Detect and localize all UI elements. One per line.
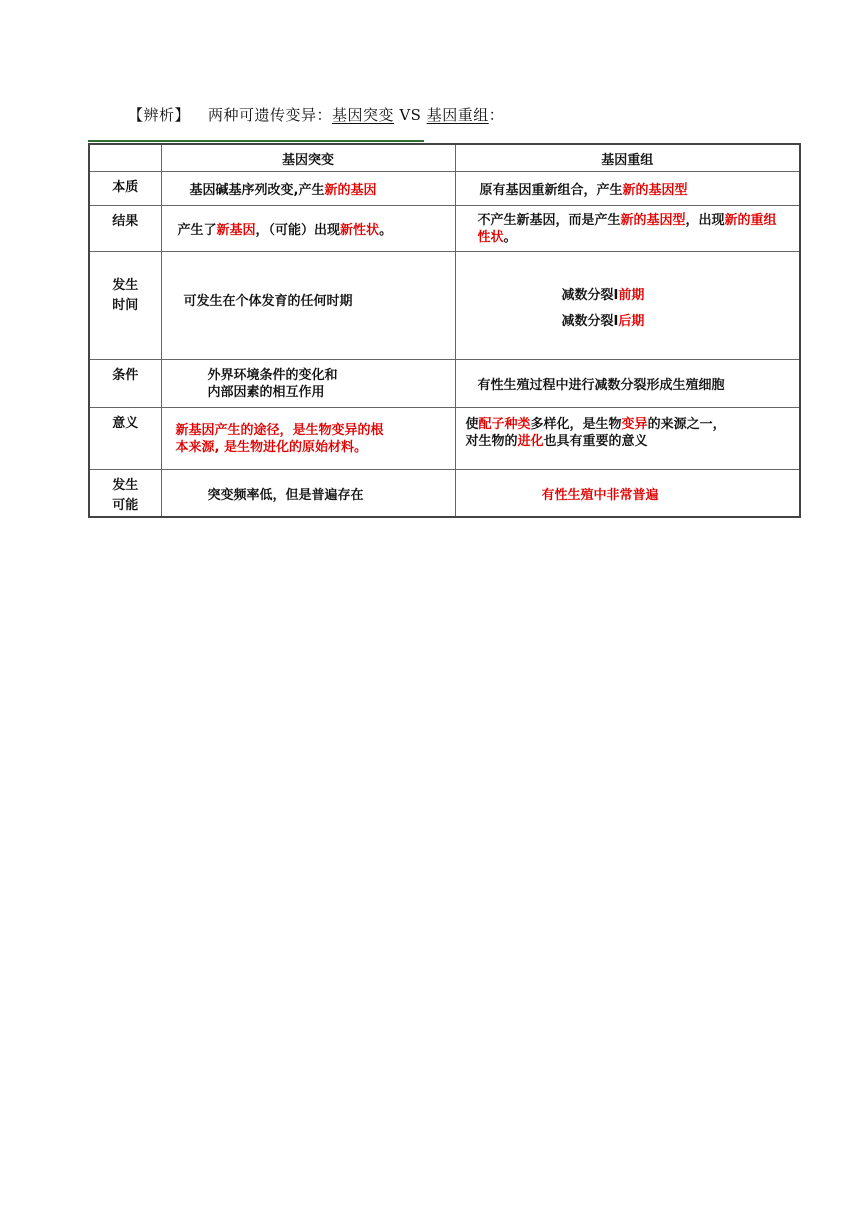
heading-colon: ：: [488, 106, 505, 124]
header-gene-mutation: 基因突变: [161, 144, 455, 172]
cell-condition-mutation: [161, 360, 455, 408]
highlight-text: 后期: [618, 314, 645, 329]
row-label-essence: 本质: [89, 172, 161, 206]
table-row: [89, 172, 800, 206]
highlight-text: 新基因产生的途径，是生物变异的根: [175, 422, 384, 438]
meiosis-anaphase: [562, 309, 800, 335]
row-label-line: 时间: [112, 298, 139, 313]
row-label-line: 发生: [112, 278, 139, 293]
table-header-row: [89, 144, 800, 172]
highlight-text: 新性状: [340, 223, 380, 238]
cell-text: 。: [503, 229, 517, 245]
section-heading: [128, 104, 504, 125]
cell-text: ，出现: [685, 212, 725, 228]
highlight-text: 进化: [517, 434, 544, 449]
cell-essence-recombination: [455, 172, 800, 206]
cell-text: 内部因素的相互作用: [207, 384, 325, 400]
cell-meaning-mutation: [161, 408, 455, 470]
cell-text: 基因碱基序列改变,产生: [189, 183, 325, 198]
cell-condition-recombination: 有性生殖过程中进行减数分裂形成生殖细胞: [455, 360, 800, 408]
highlight-text: 新基因: [216, 223, 256, 238]
highlight-text: 新的基因型: [622, 183, 688, 198]
table-row: [89, 206, 800, 252]
cell-text: 减数分裂I: [561, 314, 619, 329]
header-blank: [89, 144, 161, 172]
heading-vs: VS: [394, 106, 427, 124]
cell-result-mutation: [161, 206, 455, 252]
highlight-text: 本来源, 是生物进化的原始材料。: [175, 439, 367, 455]
cell-text: ，（可能）出现: [255, 223, 341, 238]
row-label-meaning: 意义: [89, 408, 161, 470]
row-label-line: 可能: [112, 498, 139, 513]
cell-possibility-recombination: 有性生殖中非常普遍: [455, 470, 800, 518]
highlight-text: 前期: [618, 288, 645, 303]
highlight-text: 新的基因: [324, 183, 377, 198]
row-label-line: 发生: [112, 478, 139, 493]
cell-time-mutation: 可发生在个体发育的任何时期: [161, 252, 455, 360]
cell-text: 也具有重要的意义: [543, 434, 648, 449]
heading-term-mutation: 基因突变: [332, 106, 395, 124]
cell-time-recombination: [455, 252, 800, 360]
highlight-text: 新的重组性状: [477, 212, 777, 245]
row-label-condition: 条件: [89, 360, 161, 408]
decorative-rule: [88, 140, 424, 142]
cell-text: 不产生新基因，而是产生: [477, 212, 621, 228]
header-gene-recombination: 基因重组: [455, 144, 800, 172]
cell-text: 。: [379, 223, 393, 238]
comparison-table: [88, 143, 801, 518]
table-row: [89, 360, 800, 408]
highlight-text: 配子种类: [478, 417, 531, 432]
heading-lead: 两种可遗传变异：: [208, 106, 333, 124]
highlight-text: 新的基因型: [620, 212, 686, 228]
cell-text: 原有基因重新组合，产生: [479, 183, 623, 198]
table-row: [89, 408, 800, 470]
cell-text: 的来源之一，: [647, 417, 726, 432]
cell-text: 使: [465, 417, 479, 432]
cell-text: 产生了: [177, 223, 217, 238]
highlight-text: 变异: [621, 417, 648, 432]
table-row: [89, 470, 800, 518]
heading-bracket: 【辨析】: [128, 106, 191, 124]
cell-text: 外界环境条件的变化和: [207, 367, 338, 383]
heading-term-recombination: 基因重组: [426, 106, 489, 124]
cell-result-recombination: [455, 206, 800, 252]
cell-text: 对生物的: [465, 434, 518, 449]
row-label-possibility: [89, 470, 161, 518]
row-label-time: [89, 252, 161, 360]
cell-meaning-recombination: [455, 408, 800, 470]
cell-text: 减数分裂I: [561, 288, 619, 303]
cell-possibility-mutation: 突变频率低，但是普遍存在: [161, 470, 455, 518]
cell-text: 多样化，是生物: [530, 417, 622, 432]
cell-essence-mutation: [161, 172, 455, 206]
table-row: [89, 252, 800, 360]
row-label-result: 结果: [89, 206, 161, 252]
meiosis-prophase: [562, 283, 800, 309]
